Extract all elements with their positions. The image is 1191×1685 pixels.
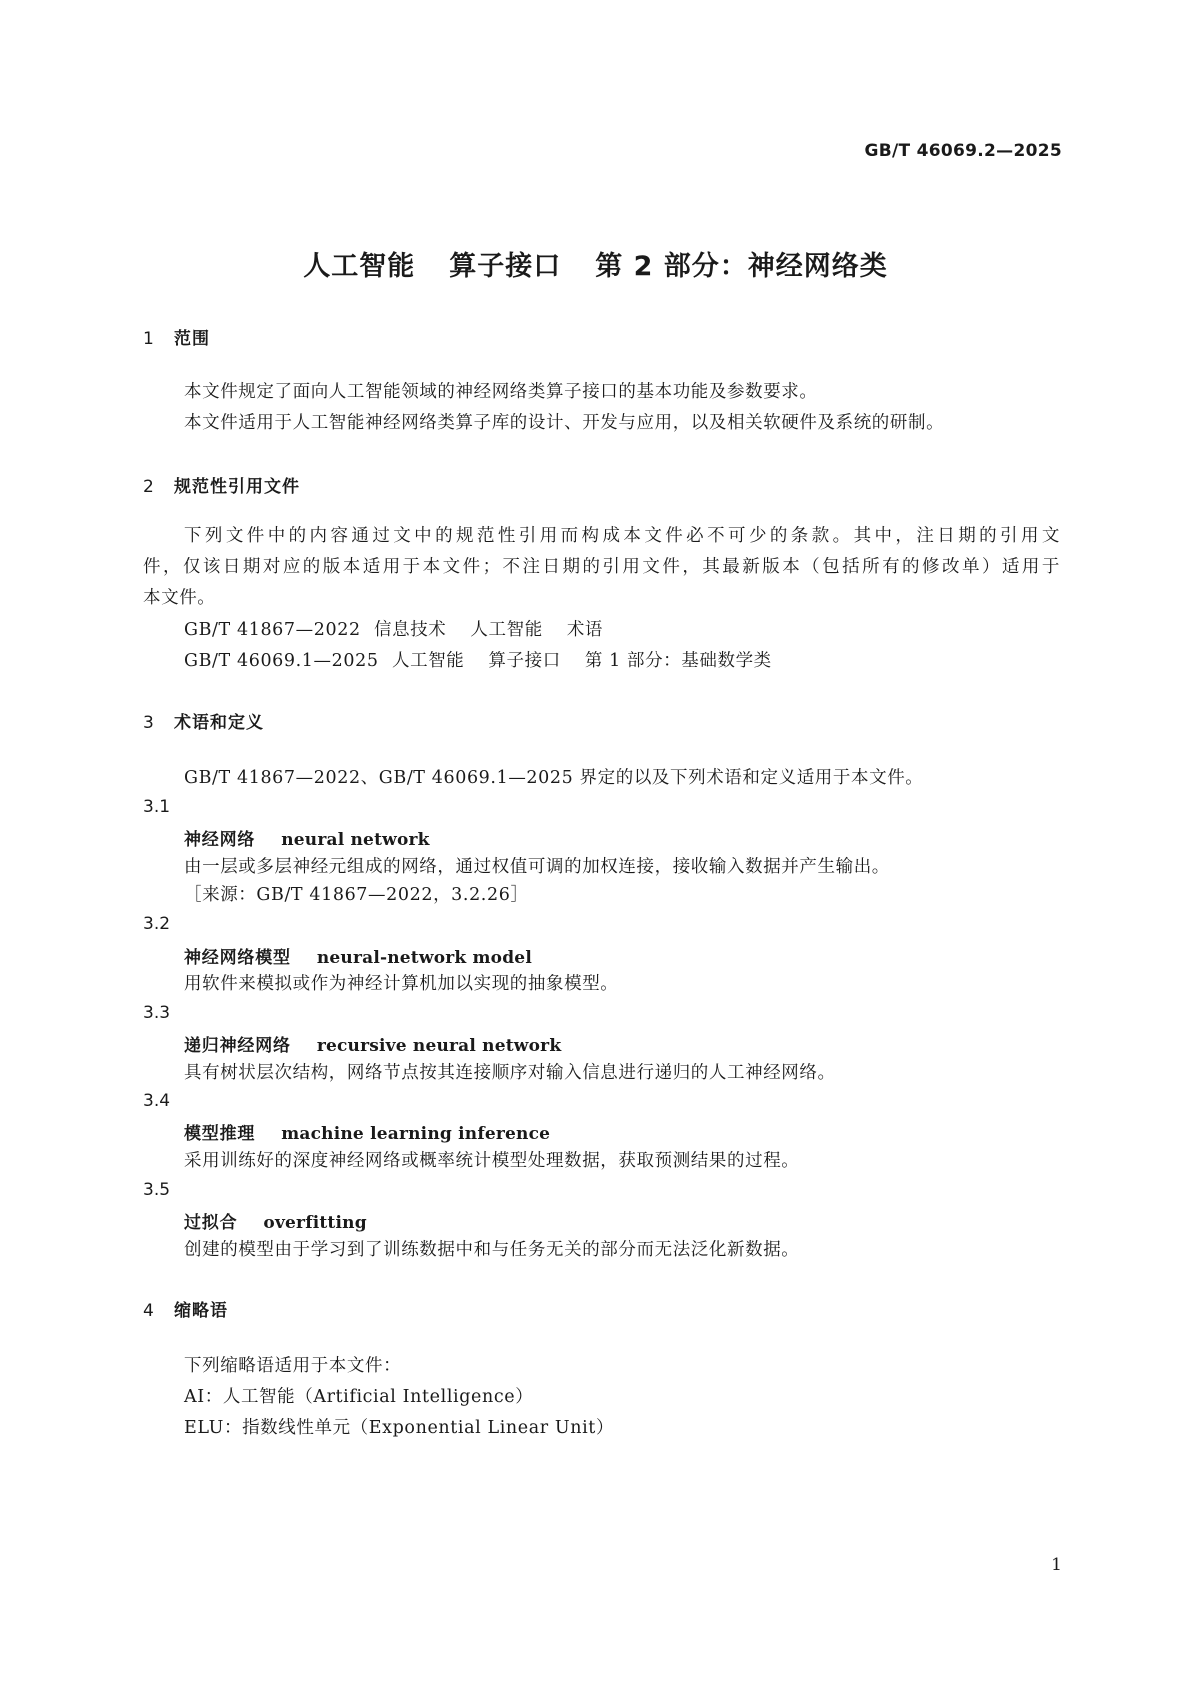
section-3-intro: GB/T 41867—2022、GB/T 46069.1—2025 界定的以及下列术语和定义适用于本文件。 (184, 768, 924, 788)
reference-title-part: 信息技术 (374, 620, 447, 640)
term-en: recursive neural network (316, 1036, 562, 1056)
section-number: 4 (143, 1301, 155, 1321)
term-zh: 递归神经网络 (184, 1036, 291, 1056)
section-number: 1 (143, 329, 155, 349)
term-zh: 神经网络 (184, 830, 256, 850)
section-2-intro-line: 下列文件中的内容通过文中的规范性引用而构成本文件必不可少的条款。其中，注日期的引用文 (184, 526, 1060, 546)
section-4-intro: 下列缩略语适用于本文件： (184, 1356, 402, 1376)
term-number: 3.5 (143, 1180, 171, 1200)
term-name (184, 1208, 367, 1233)
term-name (184, 943, 532, 968)
section-title: 缩略语 (174, 1301, 228, 1321)
section-2-intro-line: 件，仅该日期对应的版本适用于本文件；不注日期的引用文件，其最新版本（包括所有的修改单）适用于 (143, 557, 1060, 577)
term-number: 3.3 (143, 1003, 171, 1023)
title-part-3: 第 2 部分：神经网络类 (595, 251, 888, 282)
term-definition: 创建的模型由于学习到了训练数据中和与任务无关的部分而无法泛化新数据。 (184, 1240, 800, 1260)
term-definition: 采用训练好的深度神经网络或概率统计模型处理数据，获取预测结果的过程。 (184, 1151, 800, 1171)
section-1-paragraph: 本文件规定了面向人工智能领域的神经网络类算子接口的基本功能及参数要求。 (184, 382, 818, 402)
reference-title-part: 算子接口 (488, 651, 561, 671)
reference-code: GB/T 41867—2022 (184, 620, 361, 640)
title-part-1: 人工智能 (303, 251, 416, 282)
section-title: 术语和定义 (174, 713, 264, 733)
document-title (0, 244, 1191, 283)
section-number: 2 (143, 477, 155, 497)
term-zh: 模型推理 (184, 1124, 256, 1144)
reference-code: GB/T 46069.1—2025 (184, 651, 379, 671)
section-number: 3 (143, 713, 155, 733)
normative-reference (184, 616, 627, 641)
page-number: 1 (1051, 1555, 1062, 1575)
section-2-heading (143, 472, 300, 497)
abbreviation-item: ELU：指数线性单元（Exponential Linear Unit） (184, 1418, 615, 1438)
reference-title-part: 第 1 部分：基础数学类 (584, 651, 772, 671)
title-part-2: 算子接口 (449, 251, 562, 282)
reference-title-part: 人工智能 (392, 651, 465, 671)
section-title: 范围 (174, 329, 210, 349)
term-en: machine learning inference (281, 1124, 551, 1144)
term-name (184, 1119, 550, 1144)
term-number: 3.4 (143, 1091, 171, 1111)
section-1-heading (143, 324, 210, 349)
abbreviation-item: AI：人工智能（Artificial Intelligence） (184, 1387, 534, 1407)
term-en: neural-network model (316, 948, 532, 968)
term-name (184, 1031, 561, 1056)
section-4-heading (143, 1296, 228, 1321)
section-1-paragraph: 本文件适用于人工智能神经网络类算子库的设计、开发与应用，以及相关软硬件及系统的研制。 (184, 413, 945, 433)
term-definition: 由一层或多层神经元组成的网络，通过权值可调的加权连接，接收输入数据并产生输出。 (184, 857, 890, 877)
section-2-intro-line: 本文件。 (143, 588, 216, 608)
term-source: ［来源：GB/T 41867—2022，3.2.26］ (184, 885, 529, 905)
reference-title-part: 人工智能 (470, 620, 543, 640)
term-definition: 具有树状层次结构，网络节点按其连接顺序对输入信息进行递归的人工神经网络。 (184, 1063, 836, 1083)
reference-title-part: 术语 (566, 620, 604, 640)
standard-code: GB/T 46069.2—2025 (864, 141, 1062, 161)
term-en: neural network (281, 830, 430, 850)
term-zh: 神经网络模型 (184, 948, 291, 968)
term-number: 3.1 (143, 797, 171, 817)
term-zh: 过拟合 (184, 1213, 238, 1233)
section-title: 规范性引用文件 (174, 477, 300, 497)
term-definition: 用软件来模拟或作为神经计算机加以实现的抽象模型。 (184, 974, 619, 994)
section-3-heading (143, 708, 264, 733)
term-name (184, 825, 430, 850)
normative-reference (184, 647, 796, 672)
term-en: overfitting (263, 1213, 367, 1233)
term-number: 3.2 (143, 914, 171, 934)
